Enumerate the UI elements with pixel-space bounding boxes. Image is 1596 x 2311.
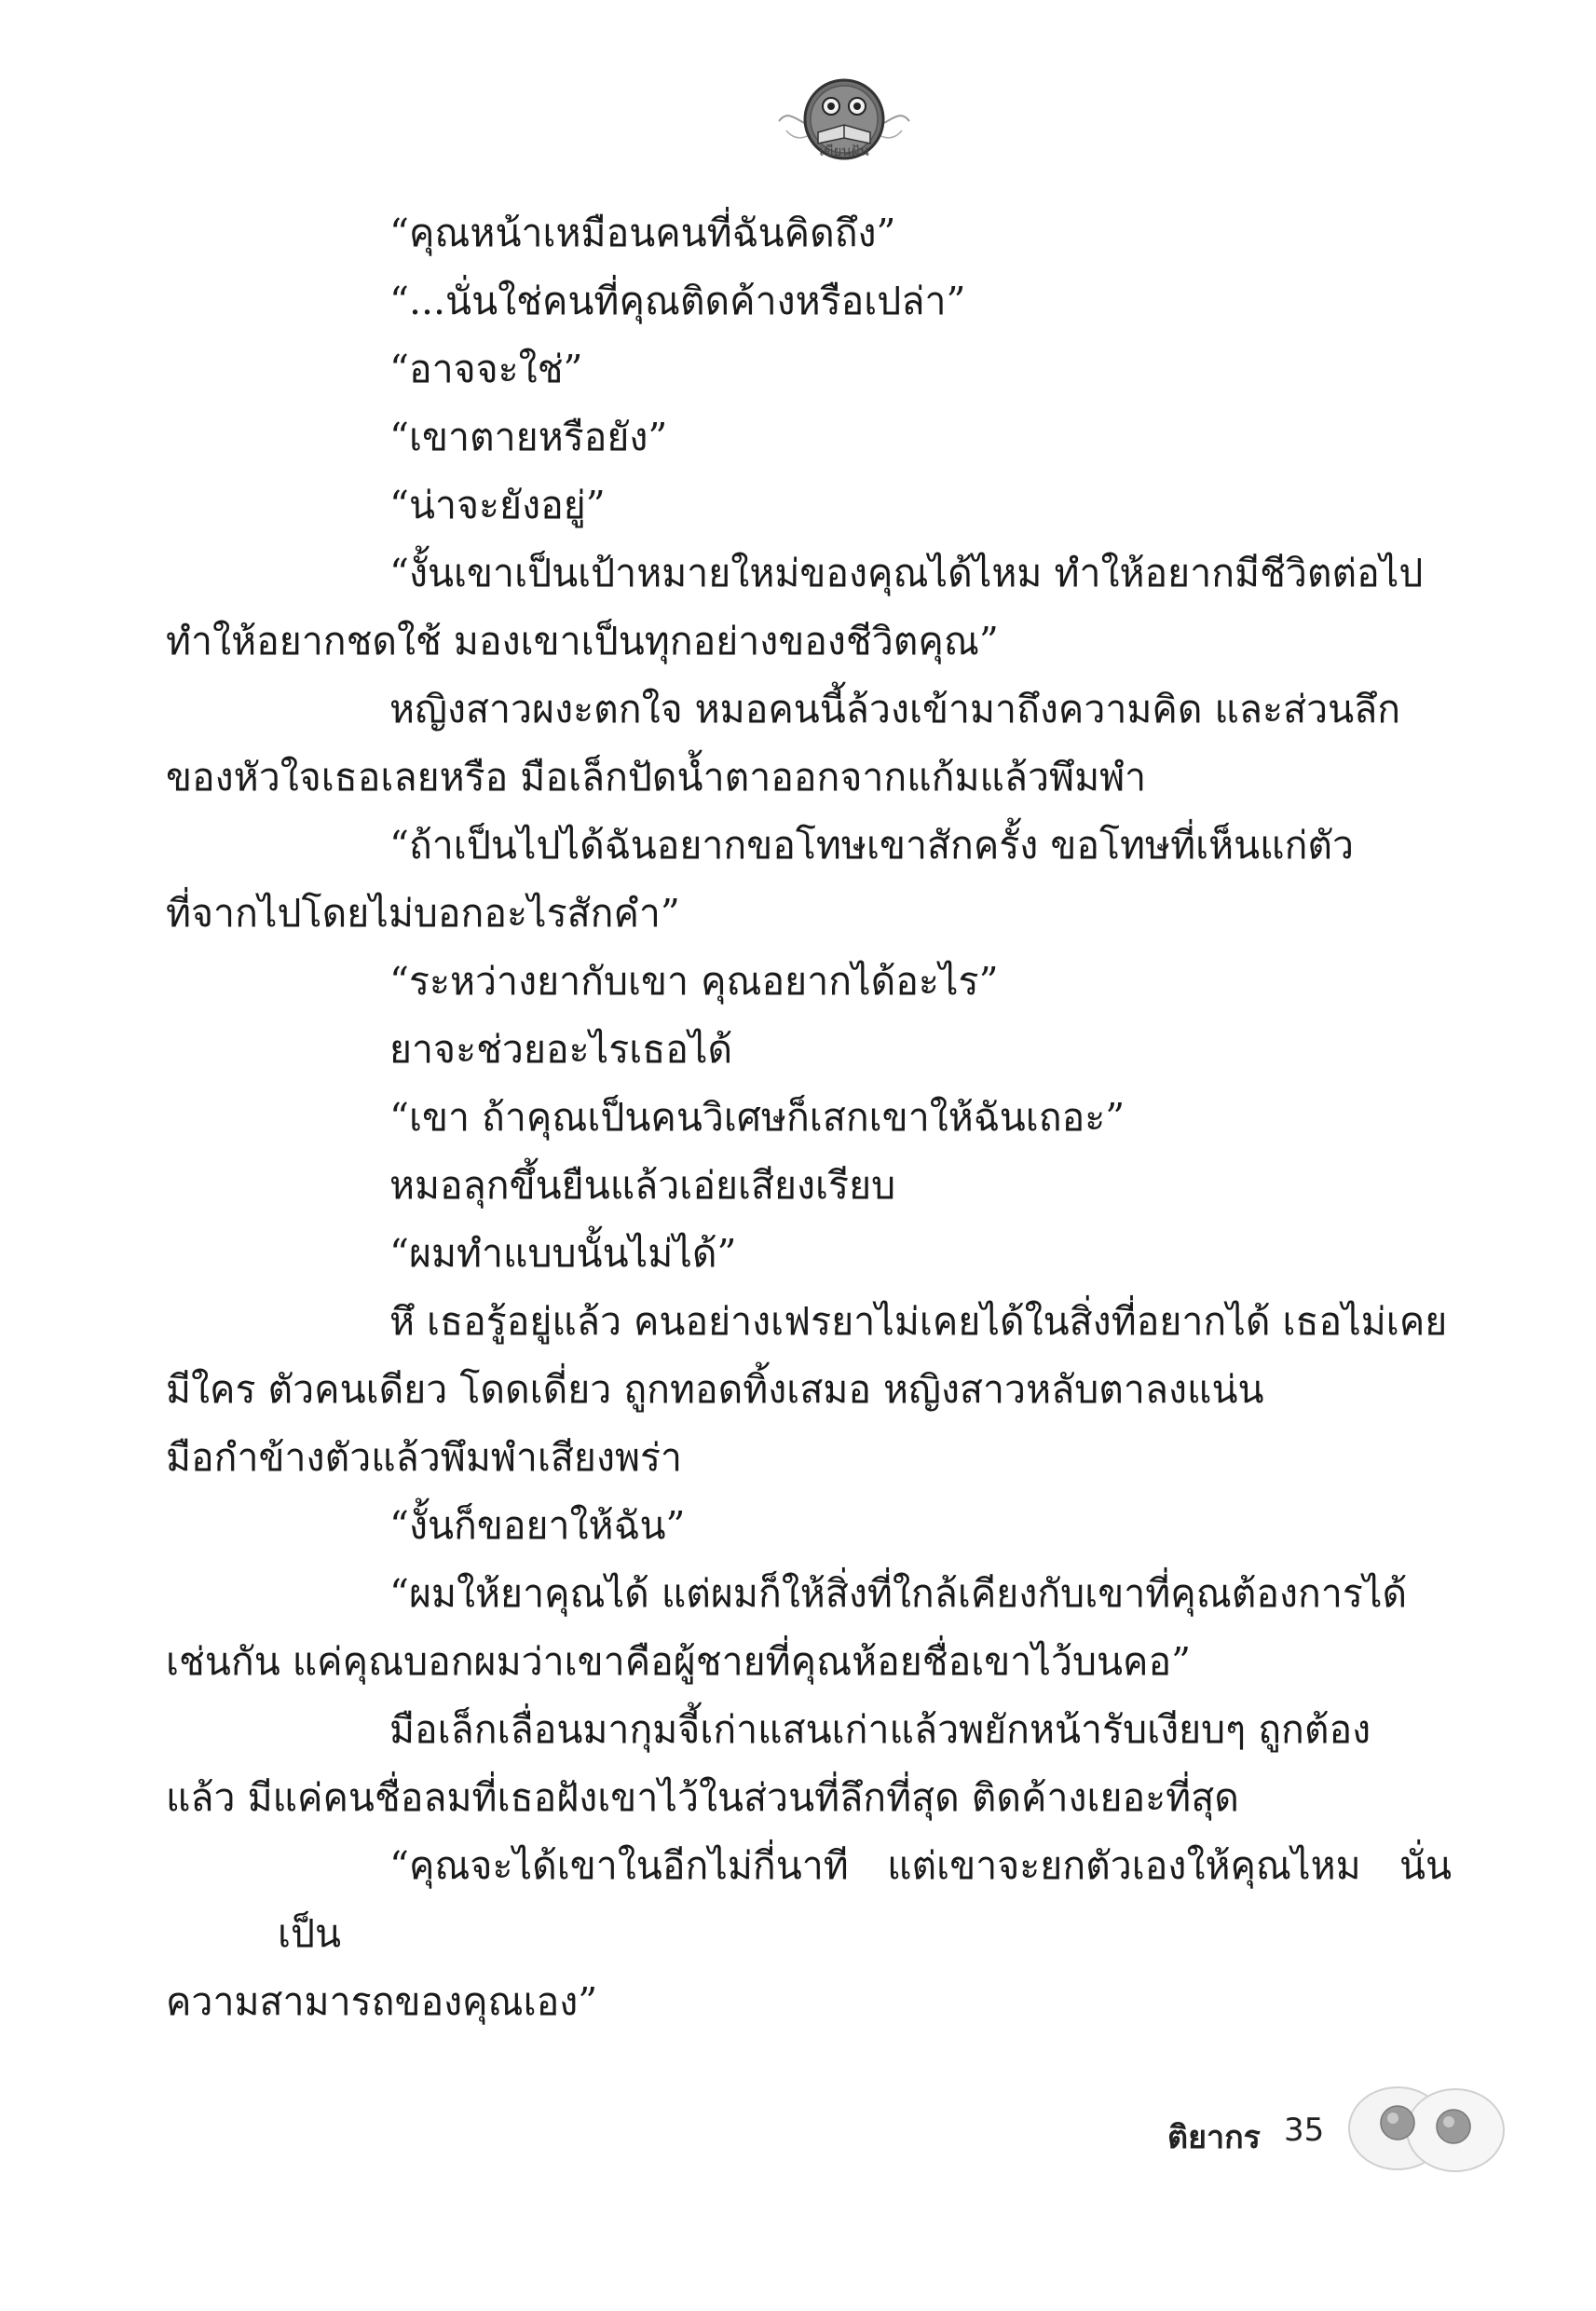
- body-text: [166, 199, 1452, 2036]
- book-title: ติยากร: [1167, 2119, 1261, 2156]
- paragraph: “เขา ถ้าคุณเป็นคนวิเศษก็เสกเขาให้ฉันเถอะ”: [389, 1095, 1125, 1140]
- paragraph: “ระหว่างยากับเขา คุณอยากได้อะไร”: [389, 959, 999, 1004]
- emblem-label: เขียนฝัน: [819, 143, 869, 159]
- paragraph: “เขาตายหรือยัง”: [389, 415, 668, 459]
- paragraph: ยาจะช่วยอะไรเธอได้: [389, 1027, 733, 1072]
- paragraph: “ผมให้ยาคุณได้ แต่ผมก็ให้สิ่งที่ใกล้เคียงกับเขาที่คุณต้องการได้ เช่นกัน แค่คุณบอกผมว่าเขาคือผู้ชายที่คุณห้อยชื่อเขาไว้บนคอ”: [166, 1571, 1408, 1684]
- paragraph: “ผมทำแบบนั้นไม่ได้”: [389, 1231, 737, 1276]
- paragraph: “...นั่นใช่คนที่คุณติดค้างหรือเปล่า”: [389, 279, 966, 323]
- paragraph: “ถ้าเป็นไปได้ฉันอยากขอโทษเขาสักครั้ง ขอโทษที่เห็นแก่ตัว ที่จากไปโดยไม่บอกอะไรสักคำ”: [166, 823, 1355, 936]
- paragraph: หญิงสาวผงะตกใจ หมอคนนี้ล้วงเข้ามาถึงความคิด และส่วนลึก ของหัวใจเธอเลยหรือ มือเล็กปัดน้ำตาออกจากแก้มแล้วพึมพำ: [166, 687, 1401, 800]
- paragraph: “คุณหน้าเหมือนคนที่ฉันคิดถึง”: [389, 211, 896, 255]
- paragraph: หมอลุกขึ้นยืนแล้วเอ่ยเสียงเรียบ: [389, 1163, 896, 1208]
- page-number: 35: [1284, 2112, 1325, 2149]
- paragraph: “งั้นเขาเป็นเป้าหมายใหม่ของคุณได้ไหม ทำให้อยากมีชีวิตต่อไป ทำให้อยากชดใช้ มองเขาเป็นทุกอย่างของชีวิตคุณ”: [166, 551, 1424, 663]
- paragraph: “งั้นก็ขอยาให้ฉัน”: [389, 1503, 686, 1548]
- paragraph: มือเล็กเลื่อนมากุมจี้เก่าแสนเก่าแล้วพยักหน้ารับเงียบๆ ถูกต้อง แล้ว มีแค่คนชื่อลมที่เธอฝังเขาไว้ในส่วนที่ลึกที่สุด ติดค้างเยอะที่สุด: [166, 1707, 1371, 1820]
- paragraph: “น่าจะยังอยู่”: [389, 483, 606, 527]
- paragraph: “อาจจะใช่”: [389, 347, 583, 391]
- fried-eggs-icon: [1342, 2074, 1509, 2177]
- paragraph: หึ เธอรู้อยู่แล้ว คนอย่างเฟรยาไม่เคยได้ในสิ่งที่อยากได้ เธอไม่เคย มีใคร ตัวคนเดียว โดดเดี่ยว ถูกทอดทิ้งเสมอ หญิงสาวหลับตาลงแน่น มือกำข้างตัวแล้วพึมพำเสียงพร่า: [166, 1299, 1448, 1480]
- paragraph: “คุณจะได้เขาในอีกไม่กี่นาที แต่เขาจะยกตัวเองให้คุณไหม นั่นเป็น ความสามารถของคุณเอง”: [166, 1843, 1452, 2024]
